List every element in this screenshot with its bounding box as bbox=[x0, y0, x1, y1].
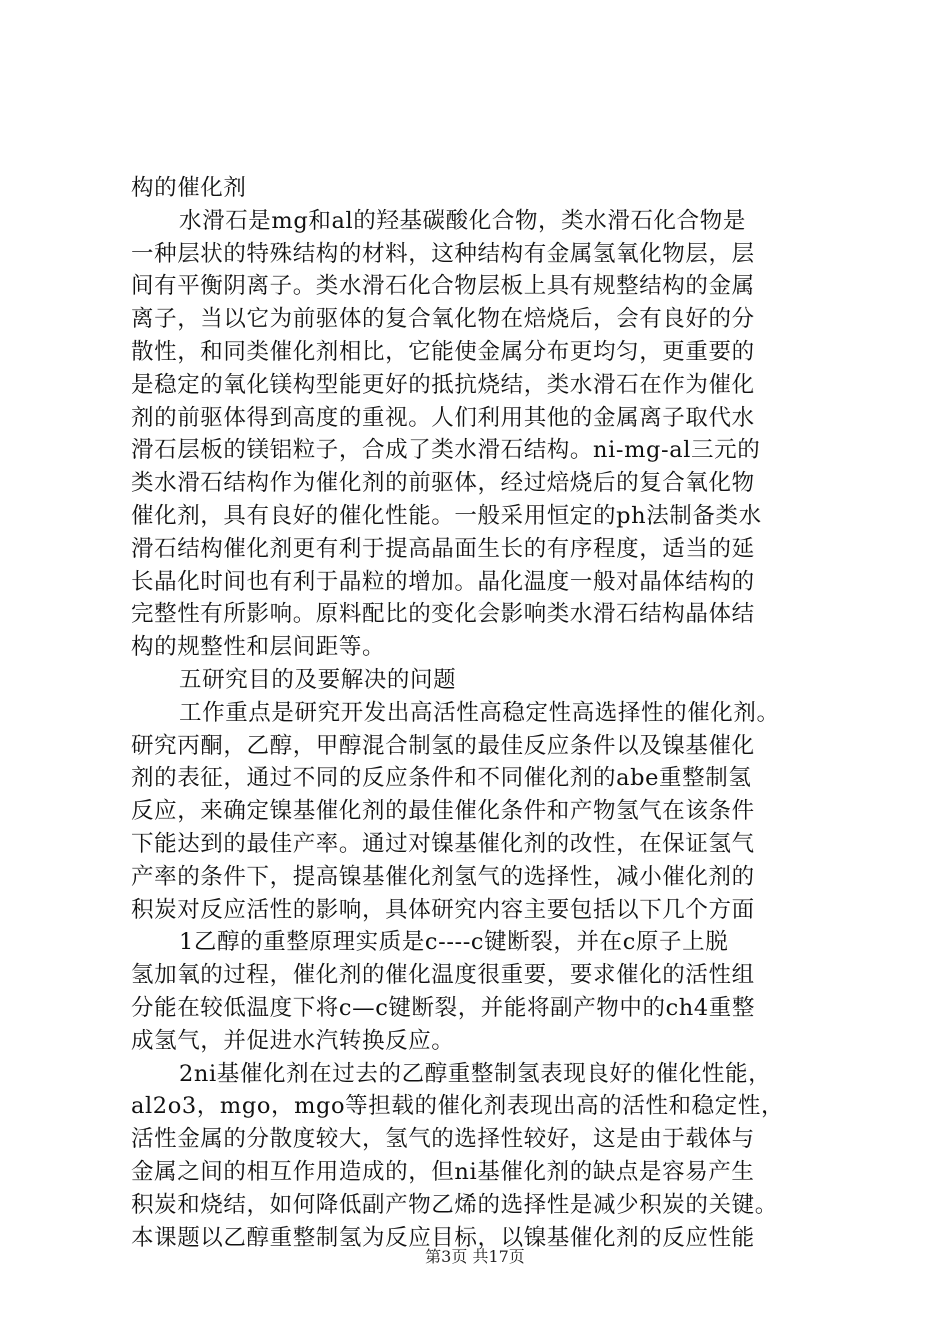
text-line: 长晶化时间也有利于晶粒的增加。晶化温度一般对晶体结构的 bbox=[131, 568, 755, 595]
document-body bbox=[131, 172, 843, 1254]
text-line: 剂的前驱体得到高度的重视。人们利用其他的金属离子取代水 bbox=[131, 404, 755, 431]
text-line: 研究丙酮，乙醇，甲醇混合制氢的最佳反应条件以及镍基催化 bbox=[131, 732, 755, 759]
page-number: 第3页 共17页 bbox=[425, 1247, 525, 1266]
text-line: 一种层状的特殊结构的材料，这种结构有金属氢氧化物层，层 bbox=[131, 240, 755, 267]
text-line: 剂的表征，通过不同的反应条件和不同催化剂的abe重整制氢 bbox=[131, 765, 752, 792]
text-line: 间有平衡阴离子。类水滑石化合物层板上具有规整结构的金属 bbox=[131, 273, 755, 300]
text-line: 五研究目的及要解决的问题 bbox=[179, 666, 457, 693]
text-line: 成氢气，并促进水汽转换反应。 bbox=[131, 1027, 455, 1054]
text-line: 滑石结构催化剂更有利于提高晶面生长的有序程度，适当的延 bbox=[131, 535, 755, 562]
text-line: 积炭对反应活性的影响，具体研究内容主要包括以下几个方面 bbox=[131, 896, 755, 923]
text-line: 散性，和同类催化剂相比，它能使金属分布更均匀，更重要的 bbox=[131, 338, 755, 365]
text-line: 离子，当以它为前驱体的复合氧化物在焙烧后，会有良好的分 bbox=[131, 306, 755, 333]
text-line: al2o3，mgo，mgo等担载的催化剂表现出高的活性和稳定性， bbox=[131, 1093, 785, 1120]
text-line: 本课题以乙醇重整制氢为反应目标，以镍基催化剂的反应性能 bbox=[131, 1224, 755, 1251]
text-line: 2ni基催化剂在过去的乙醇重整制氢表现良好的催化性能， bbox=[179, 1060, 772, 1087]
text-line: 催化剂，具有良好的催化性能。一般采用恒定的ph法制备类水 bbox=[131, 502, 762, 529]
text-line: 工作重点是研究开发出高活性高稳定性高选择性的催化剂。 bbox=[179, 699, 780, 726]
text-line: 分能在较低温度下将c—c键断裂，并能将副产物中的ch4重整 bbox=[131, 994, 756, 1021]
text-line: 积炭和烧结，如何降低副产物乙烯的选择性是减少积炭的关键。 bbox=[131, 1191, 778, 1218]
text-line: 金属之间的相互作用造成的，但ni基催化剂的缺点是容易产生 bbox=[131, 1158, 755, 1185]
text-line: 氢加氧的过程，催化剂的催化温度很重要，要求催化的活性组 bbox=[131, 962, 755, 989]
text-line: 类水滑石结构作为催化剂的前驱体，经过焙烧后的复合氧化物 bbox=[131, 470, 755, 497]
text-line: 构的催化剂 bbox=[131, 175, 247, 201]
text-line: 是稳定的氧化镁构型能更好的抵抗烧结，类水滑石在作为催化 bbox=[131, 371, 755, 398]
text-line: 构的规整性和层间距等。 bbox=[131, 634, 386, 661]
text-line: 反应，来确定镍基催化剂的最佳催化条件和产物氢气在该条件 bbox=[131, 798, 755, 825]
text-line: 活性金属的分散度较大，氢气的选择性较好，这是由于载体与 bbox=[131, 1126, 755, 1153]
text-line: 1乙醇的重整原理实质是c----c键断裂，并在c原子上脱 bbox=[179, 929, 729, 956]
text-line: 水滑石是mg和al的羟基碳酸化合物，类水滑石化合物是 bbox=[179, 207, 746, 234]
text-line: 产率的条件下，提高镍基催化剂氢气的选择性，减小催化剂的 bbox=[131, 863, 755, 890]
text-line: 完整性有所影响。原料配比的变化会影响类水滑石结构晶体结 bbox=[131, 601, 755, 628]
text-line: 滑石层板的镁铝粒子，合成了类水滑石结构。ni-mg-al三元的 bbox=[131, 437, 761, 464]
text-line: 下能达到的最佳产率。通过对镍基催化剂的改性，在保证氢气 bbox=[131, 830, 755, 857]
